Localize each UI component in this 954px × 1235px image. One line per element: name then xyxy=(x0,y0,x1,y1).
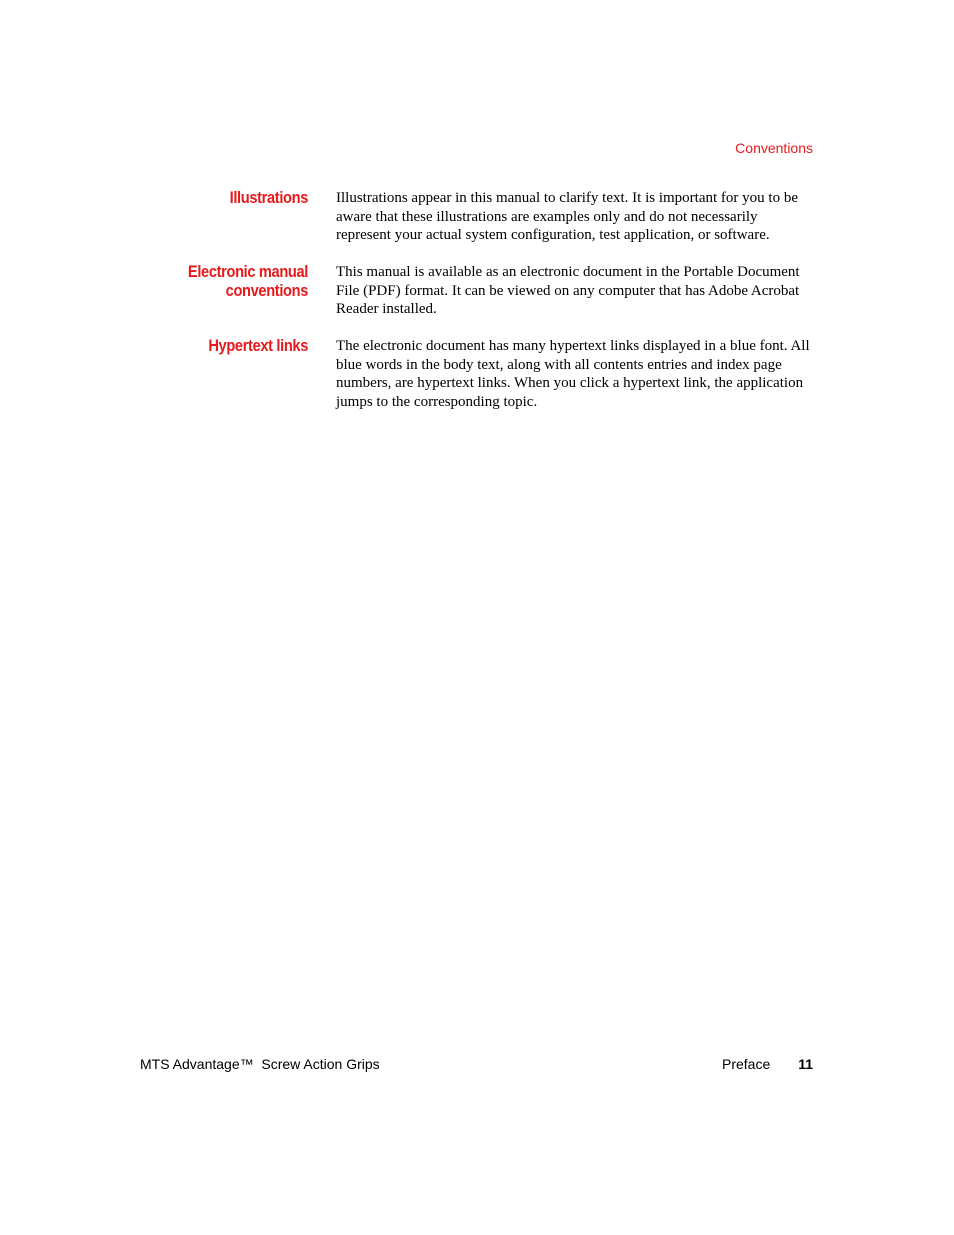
section-heading: Illustrations xyxy=(229,188,308,207)
footer-chapter: Preface xyxy=(722,1056,771,1072)
section-heading xyxy=(136,262,308,300)
section-body: Illustrations appear in this manual to clarify text. It is important for you to be aware that these illustrations are examples only and do not necessarily represent your actual system configuration, test application, or software. xyxy=(336,190,798,244)
section-heading: Hypertext links xyxy=(208,336,308,355)
section-body: The electronic document has many hypertext links displayed in a blue font. All blue words in the body text, along with all contents entries and index page numbers, are hypertext links. When you click a hypertext link, the application jumps to the corresponding topic. xyxy=(336,338,810,410)
section-heading-line: Electronic manual xyxy=(187,262,308,281)
section-heading-line: conventions xyxy=(225,281,308,300)
footer-page-number: 11 xyxy=(798,1056,813,1072)
running-header-title: Conventions xyxy=(735,140,813,156)
footer-manual-title: MTS Advantage™ Screw Action Grips xyxy=(140,1056,380,1072)
section-body: This manual is available as an electronic document in the Portable Document File (PDF) format. It can be viewed on any computer that has Adobe Acrobat Reader installed. xyxy=(336,264,800,318)
